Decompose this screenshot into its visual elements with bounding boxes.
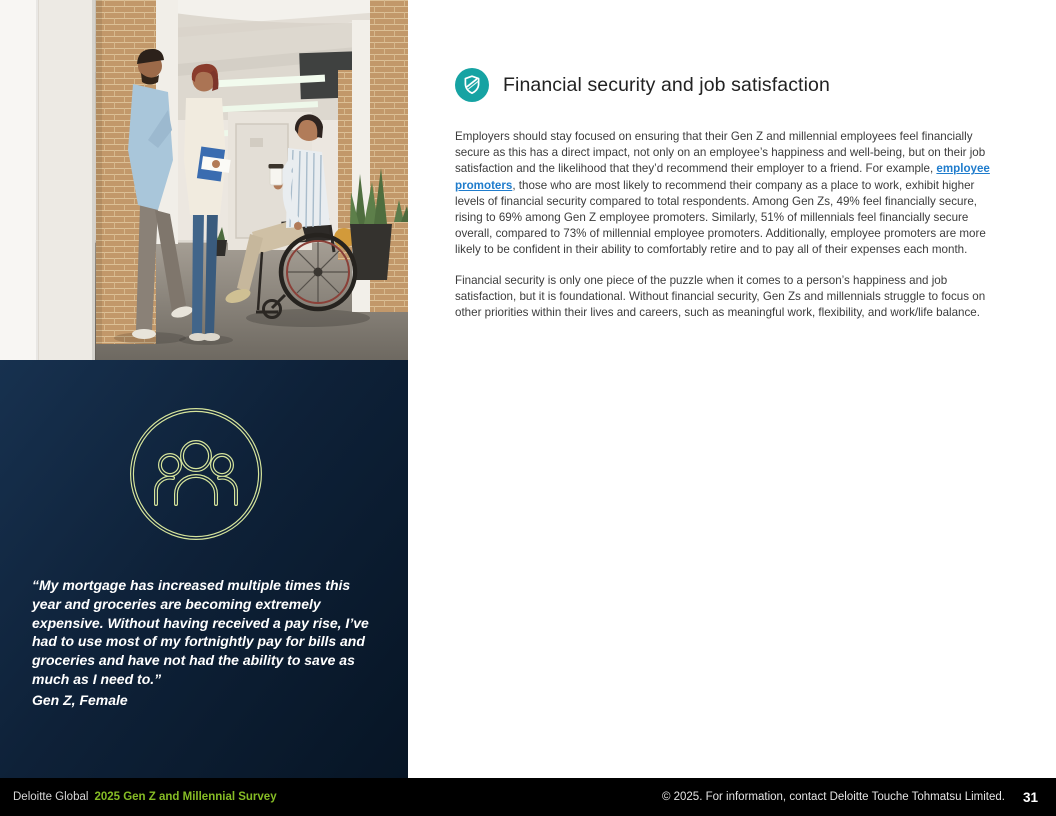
body-copy <box>455 129 991 335</box>
section-heading-row <box>455 68 830 102</box>
footer-brand-name: Deloitte Global <box>13 791 89 803</box>
footer-brand <box>13 791 277 803</box>
quote-attribution: Gen Z, Female <box>32 692 128 708</box>
people-group-icon <box>126 404 266 544</box>
footer-copyright: © 2025. For information, contact Deloitte Touche Tohmatsu Limited. <box>661 791 1005 803</box>
section-title: Financial security and job satisfaction <box>503 73 830 96</box>
quote-panel <box>0 360 408 778</box>
shield-icon <box>455 68 489 102</box>
paragraph-1 <box>455 129 991 259</box>
footer-right <box>662 790 1038 805</box>
left-column <box>0 0 408 778</box>
pull-quote: “My mortgage has increased multiple times this year and groceries are becoming extremely expensive. Without having received a pay rise, I’ve had to use most of my fortnightly pay for bills and groceries and have not had the ability to save as much as I need to.” <box>32 577 369 687</box>
footer-survey-title: 2025 Gen Z and Millennial Survey <box>94 791 277 803</box>
employee-promoters-link[interactable]: employee promoters <box>455 162 990 192</box>
paragraph-2: Financial security is only one piece of the puzzle when it comes to a person’s happiness and job satisfaction, but it is foundational. Without financial security, Gen Zs and millennials struggle to focus on other priorities within their lives and careers, such as meaningful work, flexibility, and work/life balance. <box>455 273 986 320</box>
footer-bar <box>0 778 1056 816</box>
para1-before-link: Employers should stay focused on ensuring that their Gen Z and millennial employees feel financially secure as this has a direct impact, not only on an employee’s happiness and well-being, but on their job satisfaction and the likelihood that they’d recommend their employer to a friend. For example, <box>455 130 986 176</box>
office-photo <box>0 0 408 360</box>
page-number: 31 <box>1022 789 1038 805</box>
para1-after-link: , those who are most likely to recommend their company as a place to work, exhibit higher levels of financial security compared to total respondents. Among Gen Zs, 49% feel financially secure, rising to 69% among Gen Z employee promoters. Similarly, 51% of millennials feel financially secure overall, compared to 73% of millennial employee promoters. Additionally, employee promoters are more likely to be confident in their ability to comfortably retire and to pay all of their expenses each month. <box>455 178 986 257</box>
